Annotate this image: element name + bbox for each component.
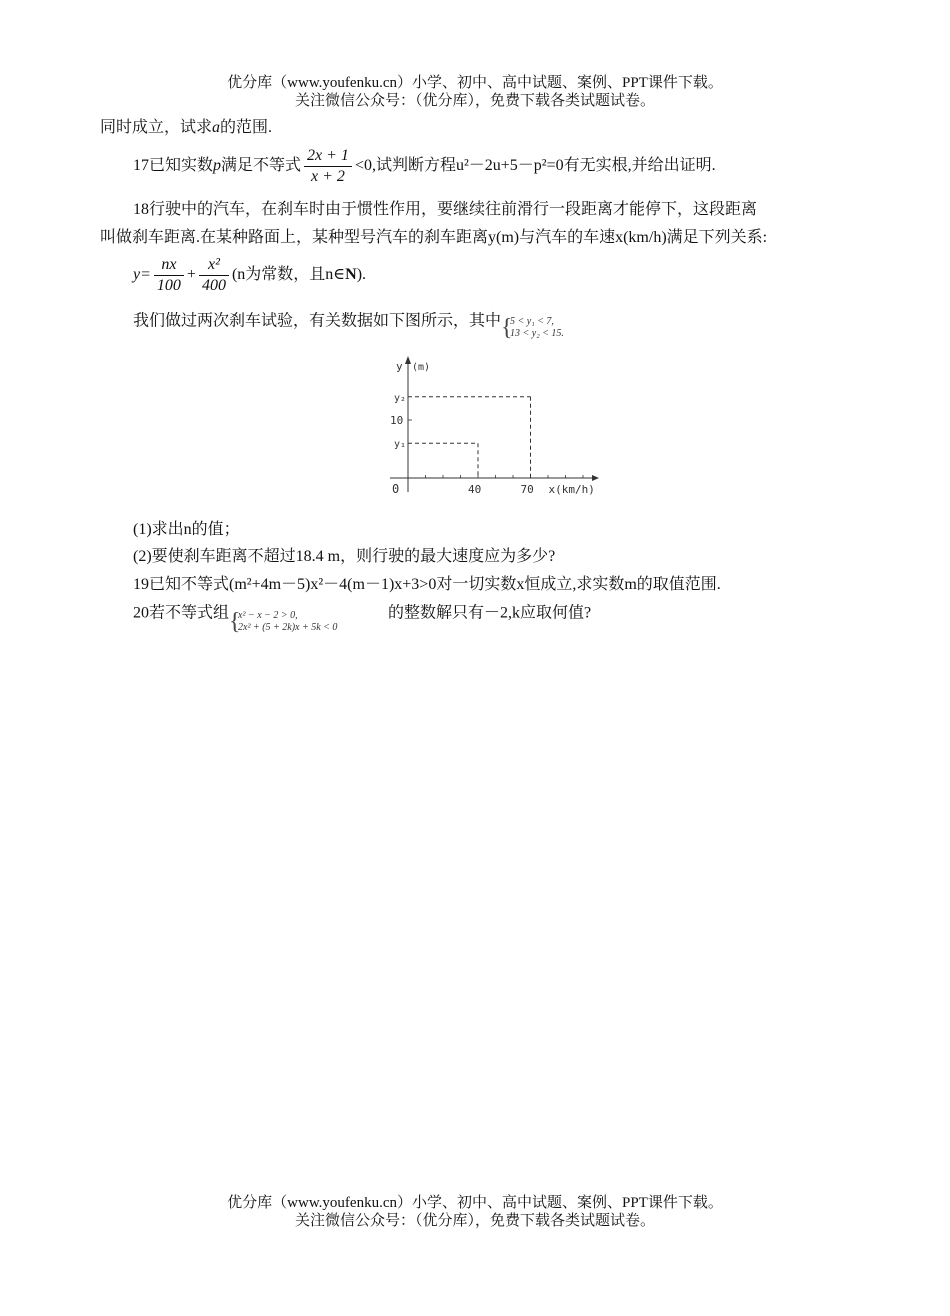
- page-footer: [0, 1194, 950, 1230]
- q20-cond-2: 2x² + (5 + 2k)x + 5k < 0: [238, 622, 338, 633]
- y-axis-arrow-icon: [405, 356, 411, 364]
- footer-line-2: 关注微信公众号：（优分库），免费下载各类试题试卷。: [294, 1213, 655, 1229]
- q20-cond-1: x² − x − 2 > 0,: [238, 610, 298, 621]
- q17-prefix: 17已知实数: [133, 157, 214, 175]
- q18-line-1: 18行驶中的汽车，在刹车时由于惯性作用，要继续往前滑行一段距离才能停下，这段距离: [133, 201, 758, 218]
- q17-text-b: <0,试判断方程: [354, 157, 456, 175]
- braking-chart: [380, 350, 610, 502]
- q18-fraction-2: [199, 255, 229, 296]
- q17-fraction: [304, 146, 352, 187]
- y-tick-label-y2: y₂: [394, 392, 407, 404]
- brace-icon: {: [501, 315, 513, 341]
- question-17: [133, 146, 716, 187]
- q18-formula-lhs: y=: [133, 266, 151, 284]
- q18-formula: [133, 255, 366, 296]
- q17-text-a: 满足不等式: [221, 157, 302, 175]
- footer-line-1: 优分库（www.youfenku.cn）小学、初中、高中试题、案例、PPT课件下载。: [227, 1195, 723, 1211]
- q18-frac2-num: x²: [199, 255, 229, 276]
- header-line-2: 关注微信公众号：（优分库），免费下载各类试题试卷。: [294, 93, 655, 109]
- x-axis-label: x(km/h): [548, 483, 595, 496]
- q18-formula-tail-b: ).: [356, 266, 367, 284]
- q17-text-c: 有无实根,并给出证明.: [563, 157, 716, 175]
- q18-frac2-den: 400: [201, 277, 226, 294]
- q20-prefix: 20若不等式组: [133, 604, 230, 622]
- page-header: [0, 74, 950, 110]
- q18-line-2: 叫做刹车距离.在某种路面上，某种型号汽车的刹车距离y(m)与汽车的车速x(km/h)满足下列关系:: [100, 229, 768, 246]
- q18-fraction-1: [154, 255, 184, 296]
- origin-label: 0: [392, 482, 400, 496]
- q20-inequality-system: [229, 610, 388, 634]
- q18-cond-1: 5 < y₁ < 7,: [510, 316, 554, 327]
- q17-frac-num: 2x + 1: [304, 146, 352, 167]
- q16-text: 同时成立，试求: [100, 119, 213, 136]
- q16-text-end: 的范围.: [220, 119, 273, 136]
- q18-formula-tail-a: (n为常数，且n∈: [231, 266, 346, 284]
- q18-set-N: N: [345, 266, 357, 284]
- q17-var-p: p: [213, 157, 222, 175]
- q18-plus: +: [186, 266, 196, 284]
- q20-suffix: 的整数解只有－2,k应取何值?: [388, 604, 592, 622]
- q18-condition-system: [501, 316, 564, 340]
- q18-experiment: [133, 310, 564, 341]
- y-axis-label: y: [396, 360, 403, 373]
- question-19: 19已知不等式(m²+4m－5)x²－4(m－1)x+3>0对一切实数x恒成立,求实数m的取值范围.: [133, 576, 721, 593]
- x-axis-arrow-icon: [592, 475, 599, 481]
- x-tick-label-70: 70: [520, 483, 534, 496]
- header-line-1: 优分库（www.youfenku.cn）小学、初中、高中试题、案例、PPT课件下载。: [227, 75, 723, 91]
- y-axis-unit-label: (m): [412, 362, 431, 373]
- x-tick-label-40: 40: [468, 483, 482, 496]
- q18-experiment-text: 我们做过两次刹车试验，有关数据如下图所示，其中: [133, 312, 502, 330]
- question-20: [133, 602, 592, 635]
- q18-frac1-den: 100: [156, 277, 181, 294]
- q17-frac-den: x + 2: [311, 168, 345, 185]
- q18-part-1: (1)求出n的值；: [133, 521, 240, 538]
- q18-cond-2: 13 < y₂ < 15.: [510, 328, 564, 339]
- q16-tail: [100, 118, 272, 138]
- q18-frac1-num: nx: [154, 255, 184, 276]
- y-tick-label-10: 10: [390, 414, 404, 427]
- q17-equation: u²－2u+5－p²=0: [455, 157, 564, 175]
- brace-icon: {: [229, 609, 241, 635]
- y-tick-label-y1: y₁: [394, 439, 407, 451]
- q18-part-2: (2)要使刹车距离不超过18.4 m，则行驶的最大速度应为多少?: [133, 548, 556, 565]
- q16-var: a: [212, 119, 221, 136]
